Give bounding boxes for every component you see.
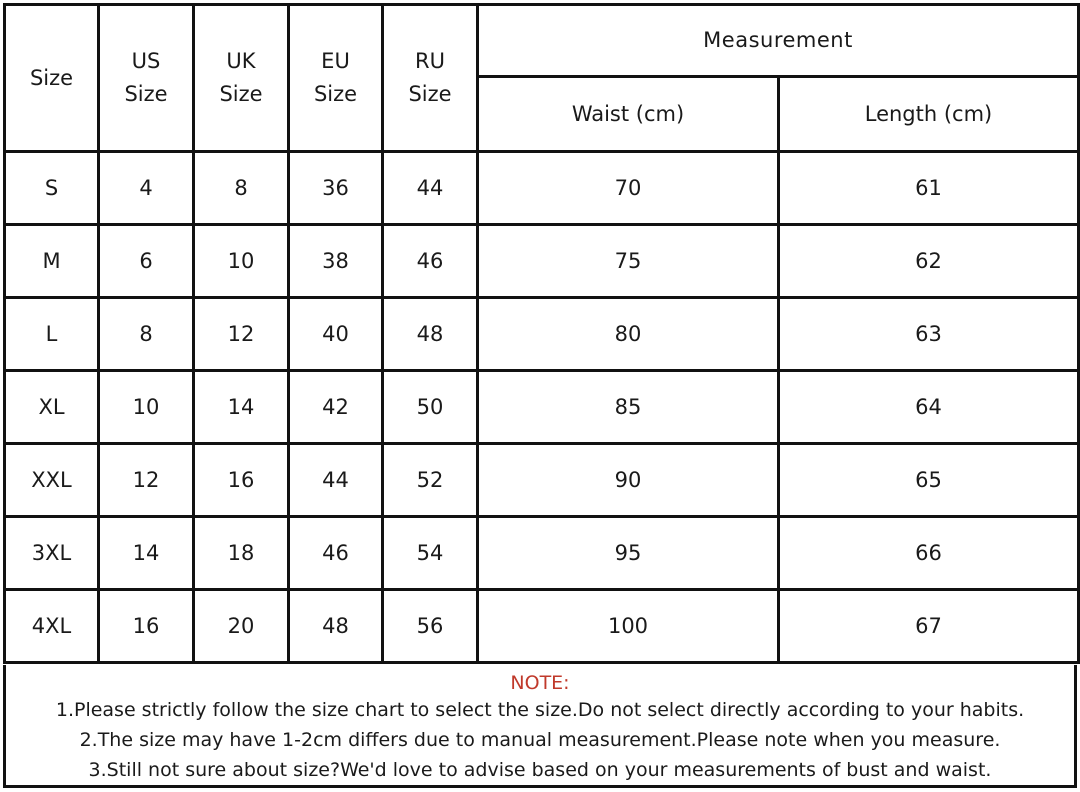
header-uk-sublabel: Size — [219, 82, 263, 106]
header-measurement: Measurement — [478, 5, 1079, 77]
cell-size: 4XL — [5, 590, 99, 663]
cell-length: 63 — [779, 298, 1079, 371]
cell-waist: 75 — [478, 225, 779, 298]
cell-size: 3XL — [5, 517, 99, 590]
header-us-sublabel: Size — [124, 82, 168, 106]
header-row — [5, 5, 1079, 77]
header-length: Length (cm) — [779, 77, 1079, 152]
table-row — [5, 298, 1079, 371]
cell-ru: 46 — [383, 225, 478, 298]
header-size: Size — [5, 5, 99, 152]
cell-waist: 80 — [478, 298, 779, 371]
header-ru-label: RU — [415, 49, 445, 74]
cell-length: 65 — [779, 444, 1079, 517]
cell-size: S — [5, 152, 99, 225]
cell-ru: 54 — [383, 517, 478, 590]
cell-size: M — [5, 225, 99, 298]
cell-eu: 44 — [289, 444, 383, 517]
cell-eu: 48 — [289, 590, 383, 663]
header-eu-sublabel: Size — [313, 82, 358, 106]
cell-us: 8 — [99, 298, 194, 371]
cell-uk: 8 — [194, 152, 289, 225]
cell-eu: 42 — [289, 371, 383, 444]
cell-length: 61 — [779, 152, 1079, 225]
cell-size: L — [5, 298, 99, 371]
cell-uk: 14 — [194, 371, 289, 444]
header-uk-size — [194, 5, 289, 152]
cell-ru: 50 — [383, 371, 478, 444]
table-row — [5, 517, 1079, 590]
cell-size: XL — [5, 371, 99, 444]
cell-ru: 44 — [383, 152, 478, 225]
header-us-label: US — [131, 49, 161, 74]
cell-us: 4 — [99, 152, 194, 225]
cell-length: 62 — [779, 225, 1079, 298]
cell-length: 64 — [779, 371, 1079, 444]
note-box — [3, 665, 1077, 788]
cell-uk: 20 — [194, 590, 289, 663]
cell-us: 14 — [99, 517, 194, 590]
cell-ru: 56 — [383, 590, 478, 663]
cell-eu: 40 — [289, 298, 383, 371]
cell-us: 12 — [99, 444, 194, 517]
cell-us: 10 — [99, 371, 194, 444]
cell-eu: 46 — [289, 517, 383, 590]
note-line-3: 3.Still not sure about size?We'd love to advise based on your measurements of bust and waist. — [88, 759, 992, 781]
note-line-2: 2.The size may have 1-2cm differs due to manual measurement.Please note when you measure. — [79, 729, 1001, 751]
cell-length: 67 — [779, 590, 1079, 663]
cell-size: XXL — [5, 444, 99, 517]
cell-length: 66 — [779, 517, 1079, 590]
cell-waist: 85 — [478, 371, 779, 444]
table-row — [5, 152, 1079, 225]
cell-uk: 18 — [194, 517, 289, 590]
header-ru-size — [383, 5, 478, 152]
header-ru-sublabel: Size — [408, 82, 452, 106]
cell-waist: 95 — [478, 517, 779, 590]
table-row — [5, 590, 1079, 663]
table-row — [5, 371, 1079, 444]
cell-waist: 90 — [478, 444, 779, 517]
cell-uk: 10 — [194, 225, 289, 298]
cell-eu: 36 — [289, 152, 383, 225]
note-title: NOTE: — [510, 672, 570, 694]
cell-us: 16 — [99, 590, 194, 663]
header-eu-size — [289, 5, 383, 152]
cell-ru: 48 — [383, 298, 478, 371]
cell-uk: 12 — [194, 298, 289, 371]
header-waist: Waist (cm) — [478, 77, 779, 152]
cell-eu: 38 — [289, 225, 383, 298]
header-uk-label: UK — [226, 49, 256, 74]
table-row — [5, 225, 1079, 298]
cell-us: 6 — [99, 225, 194, 298]
table-body — [5, 152, 1079, 663]
cell-waist: 70 — [478, 152, 779, 225]
table-row — [5, 444, 1079, 517]
header-eu-label: EU — [321, 49, 350, 74]
size-table — [3, 3, 1080, 664]
note-line-1: 1.Please strictly follow the size chart to select the size.Do not select directly according to your habits. — [55, 699, 1025, 721]
cell-ru: 52 — [383, 444, 478, 517]
header-us-size — [99, 5, 194, 152]
cell-uk: 16 — [194, 444, 289, 517]
cell-waist: 100 — [478, 590, 779, 663]
